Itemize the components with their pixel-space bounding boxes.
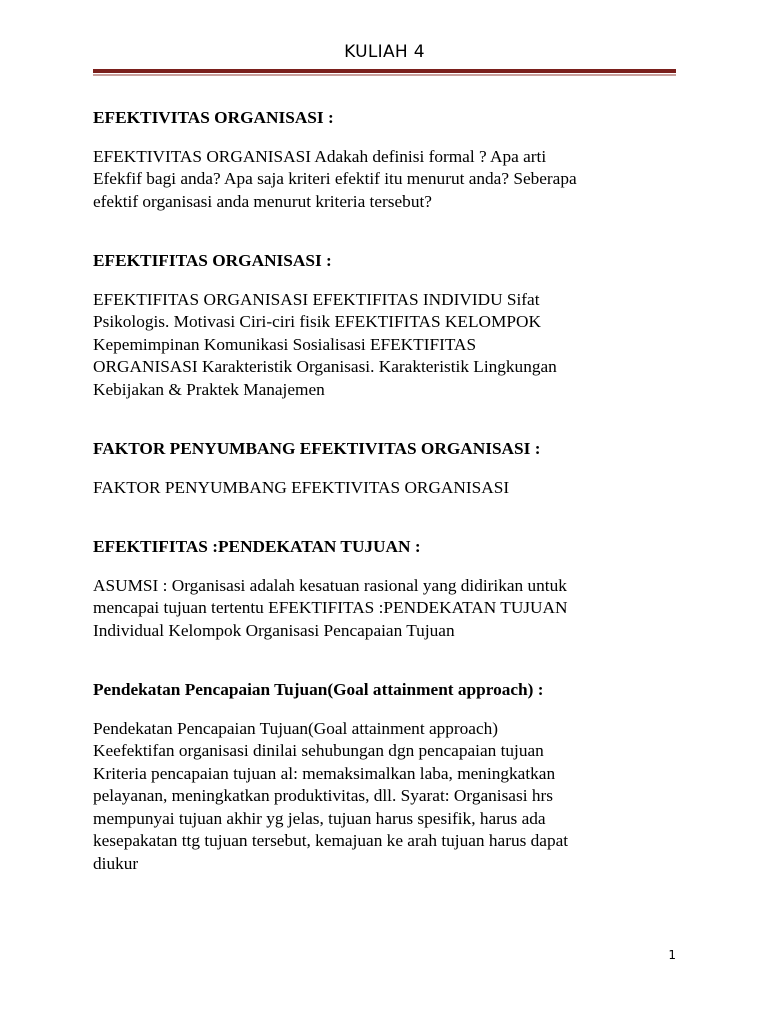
header-rule-shadow <box>93 74 676 76</box>
section-heading: Pendekatan Pencapaian Tujuan(Goal attainment approach) : <box>93 680 544 699</box>
header-rule <box>93 69 676 73</box>
section-heading: EFEKTIFITAS ORGANISASI : <box>93 251 332 270</box>
section-paragraph: Pendekatan Pencapaian Tujuan(Goal attainment approach) Keefektifan organisasi dinilai sehubungan dgn pencapaian tujuan Kriteria pencapaian tujuan al: memaksimalkan laba, meningkatkan pelayanan, meningkatkan produktivitas, dll. Syarat: Organisasi hrs mempunyai tujuan akhir yg jelas, tujuan harus spesifik, harus ada kesepakatan ttg tujuan tersebut, kemajuan ke arah tujuan harus dapat diukur <box>93 718 569 873</box>
document-body <box>93 107 683 875</box>
section-paragraph: EFEKTIVITAS ORGANISASI Adakah definisi formal ? Apa arti Efekfif bagi anda? Apa saja kriteri efektif itu menurut anda? Seberapa efektif organisasi anda menurut kriteria tersebut? <box>93 146 577 211</box>
page-number: 1 <box>668 948 676 962</box>
section-paragraph: ASUMSI : Organisasi adalah kesatuan rasional yang didirikan untuk mencapai tujuan tertentu EFEKTIFITAS :PENDEKATAN TUJUAN Individual Kelompok Organisasi Pencapaian Tujuan <box>93 575 568 640</box>
page-header-title: KULIAH 4 <box>344 42 425 62</box>
section-heading: EFEKTIFITAS :PENDEKATAN TUJUAN : <box>93 537 421 556</box>
section-heading: EFEKTIVITAS ORGANISASI : <box>93 108 334 127</box>
section-paragraph: FAKTOR PENYUMBANG EFEKTIVITAS ORGANISASI <box>93 477 510 497</box>
section-heading: FAKTOR PENYUMBANG EFEKTIVITAS ORGANISASI : <box>93 439 541 458</box>
section-paragraph: EFEKTIFITAS ORGANISASI EFEKTIFITAS INDIVIDU Sifat Psikologis. Motivasi Ciri-ciri fisik EFEKTIFITAS KELOMPOK Kepemimpinan Komunikasi Sosialisasi EFEKTIFITAS ORGANISASI Karakteristik Organisasi. Karakteristik Lingkungan Kebijakan & Praktek Manajemen <box>93 289 557 399</box>
